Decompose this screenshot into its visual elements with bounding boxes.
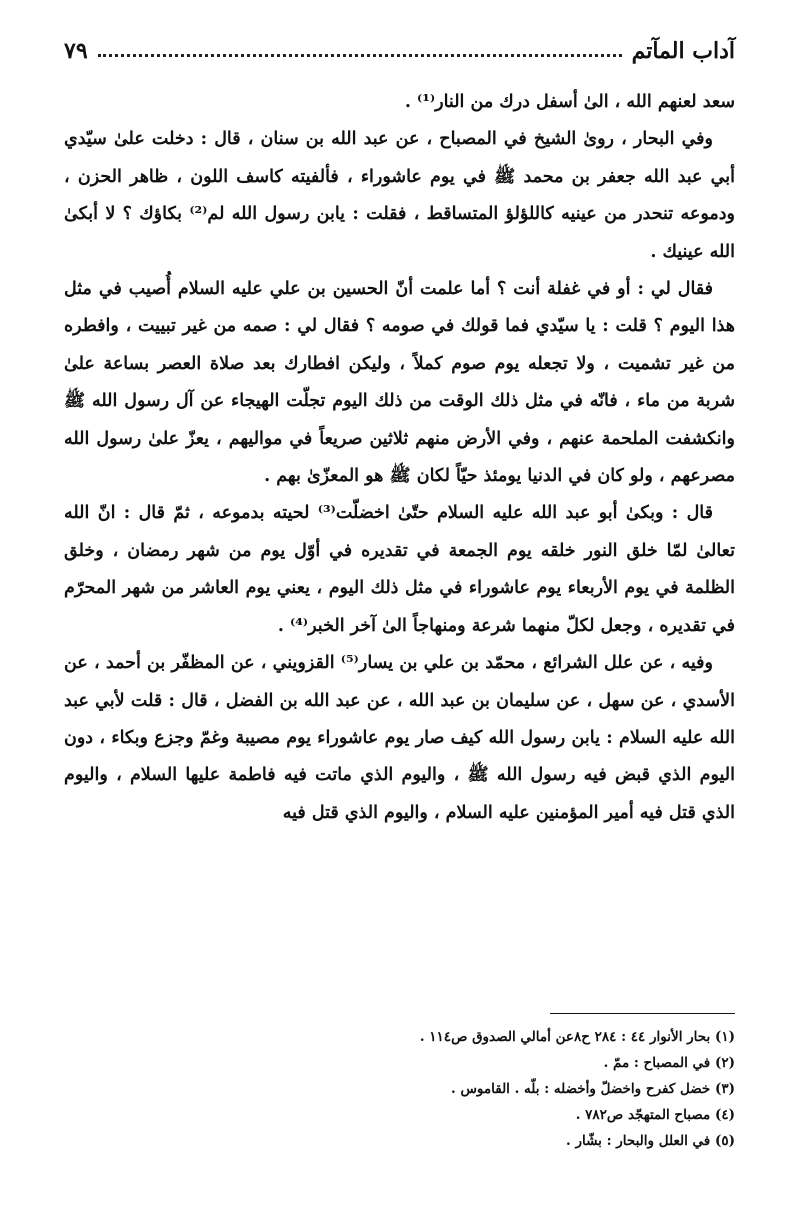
page-number: ٧٩ [64,38,88,64]
footnote-2: (٢) في المصباح : ممّ . [603,1055,735,1071]
dotted-leader [98,54,622,57]
footnote-1: (١) بحار الأنوار ٤٤ : ٢٨٤ ح٨عن أمالي الصدوق ص١١٤ . [419,1029,735,1045]
paragraph-4: قال : وبكىٰ أبو عبد الله عليه السلام حتّىٰ اخضلّت⁽³⁾ لحيته بدموعه ، ثمّ قال : انّ الله تعالىٰ لمّا خلق النور خلقه يوم الجمعة في تقديره في أوّل يوم من شهر رمضان ، وخلق الظلمة في يوم الأربعاء يوم عاشوراء في مثل ذلك اليوم ، يعني يوم العاشر من شهر المحرّم في تقديره ، وجعل لكلّ منهما شرعة ومنهاجاً الىٰ آخر الخبر⁽⁴⁾ . [64,503,735,636]
main-text [64,84,735,832]
paragraph-5: وفيه ، عن علل الشرائع ، محمّد بن علي بن يسار⁽⁵⁾ القزويني ، عن المظفّر بن أحمد ، عن الأسدي ، عن سهل ، عن سليمان بن عبد الله ، عن عبد الله بن الفضل ، قال : قلت لأبي عبد الله عليه السلام : يابن رسول الله كيف صار يوم عاشوراء يوم مصيبة وغمّ وجزع وبكاء ، دون اليوم الذي قبض فيه رسول الله ﷺ ، واليوم الذي ماتت فيه فاطمة عليها السلام ، واليوم الذي قتل فيه أمير المؤمنين عليه السلام ، واليوم الذي قتل فيه [64,653,735,823]
footnotes [64,1024,735,1154]
running-header [64,30,735,64]
footnote-3: (٣) خضل كفرح واخضلّ وأخضله : بلّه . القاموس . [451,1081,735,1097]
footnote-5: (٥) في العلل والبحار : بشّار . [566,1133,735,1149]
footnote-4: (٤) مصباح المتهجّد ص٧٨٢ . [575,1107,735,1123]
paragraph-3: فقال لي : أو في غفلة أنت ؟ أما علمت أنّ الحسين بن علي عليه السلام أُصيب في مثل هذا اليوم ؟ قلت : يا سيّدي فما قولك في صومه ؟ فقال لي : صمه من غير تبييت ، وافطره من غير تشميت ، ولا تجعله يوم صوم كملاً ، وليكن افطارك بعد صلاة العصر بساعة علىٰ شربة من ماء ، فانّه في مثل ذلك الوقت من ذلك اليوم تجلّت الهيجاء عن آل رسول الله ﷺ وانكشفت الملحمة عنهم ، وفي الأرض منهم ثلاثين صريعاً في مواليهم ، يعزّ علىٰ رسول الله مصرعهم ، ولو كان في الدنيا يومئذ حيّاً لكان ﷺ هو المعزّىٰ بهم . [64,279,735,487]
chapter-title: آداب المآتم [631,38,735,64]
footnote-separator [550,1013,735,1014]
paragraph-2: وفي البحار ، روىٰ الشيخ في المصباح ، عن عبد الله بن سنان ، قال : دخلت علىٰ سيّدي أبي عبد الله جعفر بن محمد ﷺ في يوم عاشوراء ، فألفيته كاسف اللون ، ظاهر الحزن ، ودموعه تنحدر من عينيه كاللؤلؤ المتساقط ، فقلت : يابن رسول الله لم⁽²⁾ بكاؤك ؟ لا أبكىٰ الله عينيك . [64,129,735,262]
paragraph-1: سعد لعنهم الله ، الىٰ أسفل درك من النار⁽¹⁾ . [404,92,735,112]
book-page [64,0,735,1225]
